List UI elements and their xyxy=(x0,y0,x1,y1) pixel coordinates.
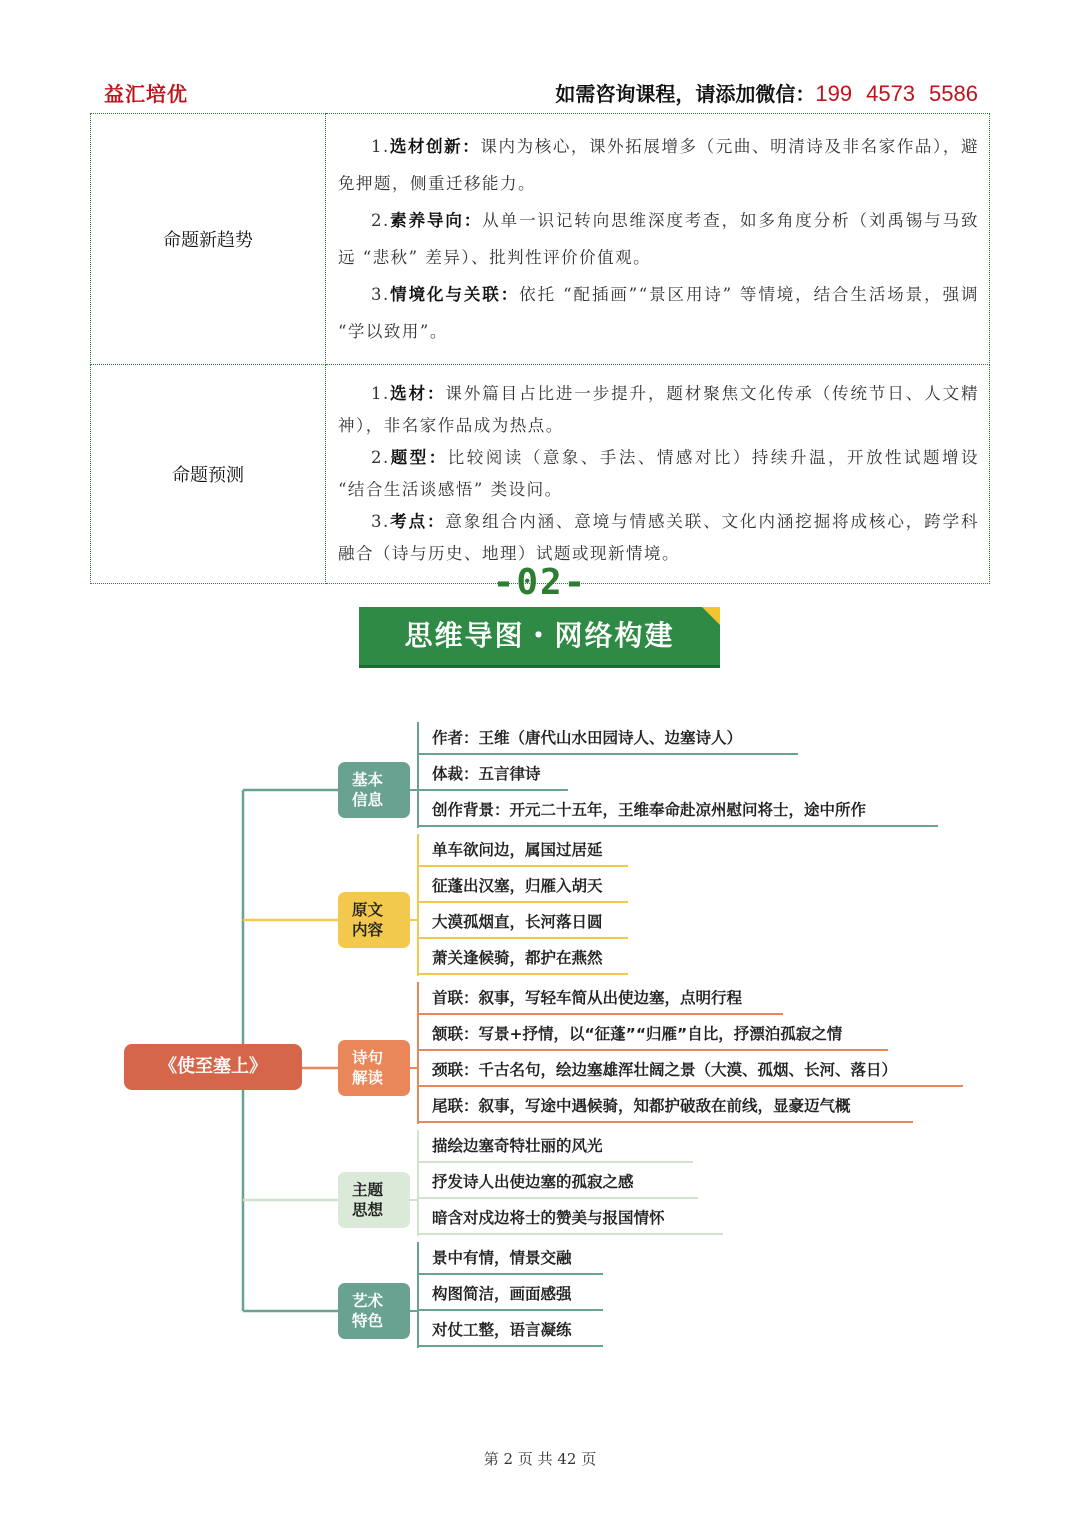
leaf-node: 征蓬出汉塞，归雁入胡天 xyxy=(432,877,603,895)
leaf-node: 暗含对戍边将士的赞美与报国情怀 xyxy=(432,1209,665,1227)
branch-label-line: 思想 xyxy=(352,1201,384,1219)
item-number: 1. xyxy=(371,384,390,403)
branch-node xyxy=(338,1172,410,1228)
item-title: 选材： xyxy=(389,384,446,403)
leaf-node: 景中有情，情景交融 xyxy=(432,1249,572,1267)
branch-label-line: 诗句 xyxy=(352,1049,384,1067)
leaf-node: 构图简洁，画面感强 xyxy=(432,1285,572,1303)
branch-label-line: 基本 xyxy=(352,771,384,789)
branch-node xyxy=(338,1283,410,1339)
page-footer: 第 2 页 共 42 页 xyxy=(483,1450,597,1468)
leaf-node: 萧关逢候骑，都护在燕然 xyxy=(432,949,603,967)
branch-label-line: 解读 xyxy=(352,1069,384,1087)
item-text: 课内为核心，课外拓展增多（元曲、明清诗及非名家作品），避免押题，侧重迁移能力。 xyxy=(338,137,980,193)
phone-part: 4573 xyxy=(866,81,916,106)
row-label: 命题新趋势 xyxy=(91,114,326,365)
leaf-node: 描绘边塞奇特壮丽的风光 xyxy=(432,1137,603,1155)
branch-label-line: 主题 xyxy=(352,1181,384,1199)
branch-label-line: 原文 xyxy=(352,901,384,919)
phone-part: 5586 xyxy=(929,81,978,106)
branch-label-line: 内容 xyxy=(352,921,384,939)
leaf-node: 首联：叙事，写轻车简从出使边塞，点明行程 xyxy=(432,989,743,1007)
leaf-node: 大漠孤烟直，长河落日圆 xyxy=(432,913,603,931)
leaf-node: 抒发诗人出使边塞的孤寂之感 xyxy=(432,1173,634,1191)
contact-label: 如需咨询课程，请添加微信： xyxy=(555,82,816,106)
leaf-node: 颔联：写景+抒情，以“征蓬”“归雁”自比，抒漂泊孤寂之情 xyxy=(432,1025,843,1043)
item-title: 情境化与关联： xyxy=(389,285,520,304)
branch-label-line: 特色 xyxy=(352,1312,384,1330)
item-text: 意象组合内涵、意境与情感关联、文化内涵挖掘将成核心，跨学科融合（诗与历史、地理）试题或现新情境。 xyxy=(338,512,979,563)
leaf-node: 体裁：五言律诗 xyxy=(432,765,541,783)
leaf-node: 创作背景：开元二十五年，王维奉命赴凉州慰问将士，途中所作 xyxy=(432,801,867,819)
branch-node xyxy=(338,762,410,818)
item-title: 素养导向： xyxy=(389,211,483,230)
item-text: 课外篇目占比进一步提升，题材聚焦文化传承（传统节日、人文精神），非名家作品成为热点。 xyxy=(338,384,979,435)
brand-name: 益汇培优 xyxy=(104,82,188,106)
branch-label-line: 艺术 xyxy=(352,1292,384,1310)
item-text: 从单一识记转向思维深度考查，如多角度分析（刘禹锡与马致远 “悲秋” 差异）、批判性评价价值观。 xyxy=(338,211,979,267)
section-title: 思维导图・网络构建 xyxy=(404,619,675,652)
section-number: -02- xyxy=(492,562,588,603)
row-label: 命题预测 xyxy=(91,365,326,584)
branch-node xyxy=(338,1040,410,1096)
leaf-node: 颈联：千古名句，绘边塞雄浑壮阔之景（大漠、孤烟、长河、落日） xyxy=(432,1061,898,1079)
leaf-node: 尾联：叙事，写途中遇候骑，知都护破敌在前线，显豪迈气概 xyxy=(432,1097,851,1115)
leaf-node: 单车欲问边，属国过居延 xyxy=(432,841,603,859)
item-number: 3. xyxy=(371,285,390,304)
item-number: 3. xyxy=(371,512,390,531)
item-title: 考点： xyxy=(389,512,446,531)
item-text: 依托 “配插画”“景区用诗” 等情境，结合生活场景，强调 “学以致用”。 xyxy=(338,285,980,341)
leaf-node: 作者：王维（唐代山水田园诗人、边塞诗人） xyxy=(432,729,743,747)
leaf-node: 对仗工整，语言凝练 xyxy=(432,1321,572,1339)
branch-node xyxy=(338,892,410,948)
item-number: 2. xyxy=(371,448,390,467)
branch-label-line: 信息 xyxy=(352,791,384,809)
item-title: 选材创新： xyxy=(389,137,481,156)
item-number: 1. xyxy=(371,137,390,156)
item-text: 比较阅读（意象、手法、情感对比）持续升温，开放性试题增设 “结合生活谈感悟” 类设问。 xyxy=(338,448,980,499)
mind-map-root: 《使至塞上》 xyxy=(124,1044,302,1090)
item-number: 2. xyxy=(371,211,390,230)
item-title: 题型： xyxy=(389,448,448,467)
phone-part: 199 xyxy=(815,81,853,106)
